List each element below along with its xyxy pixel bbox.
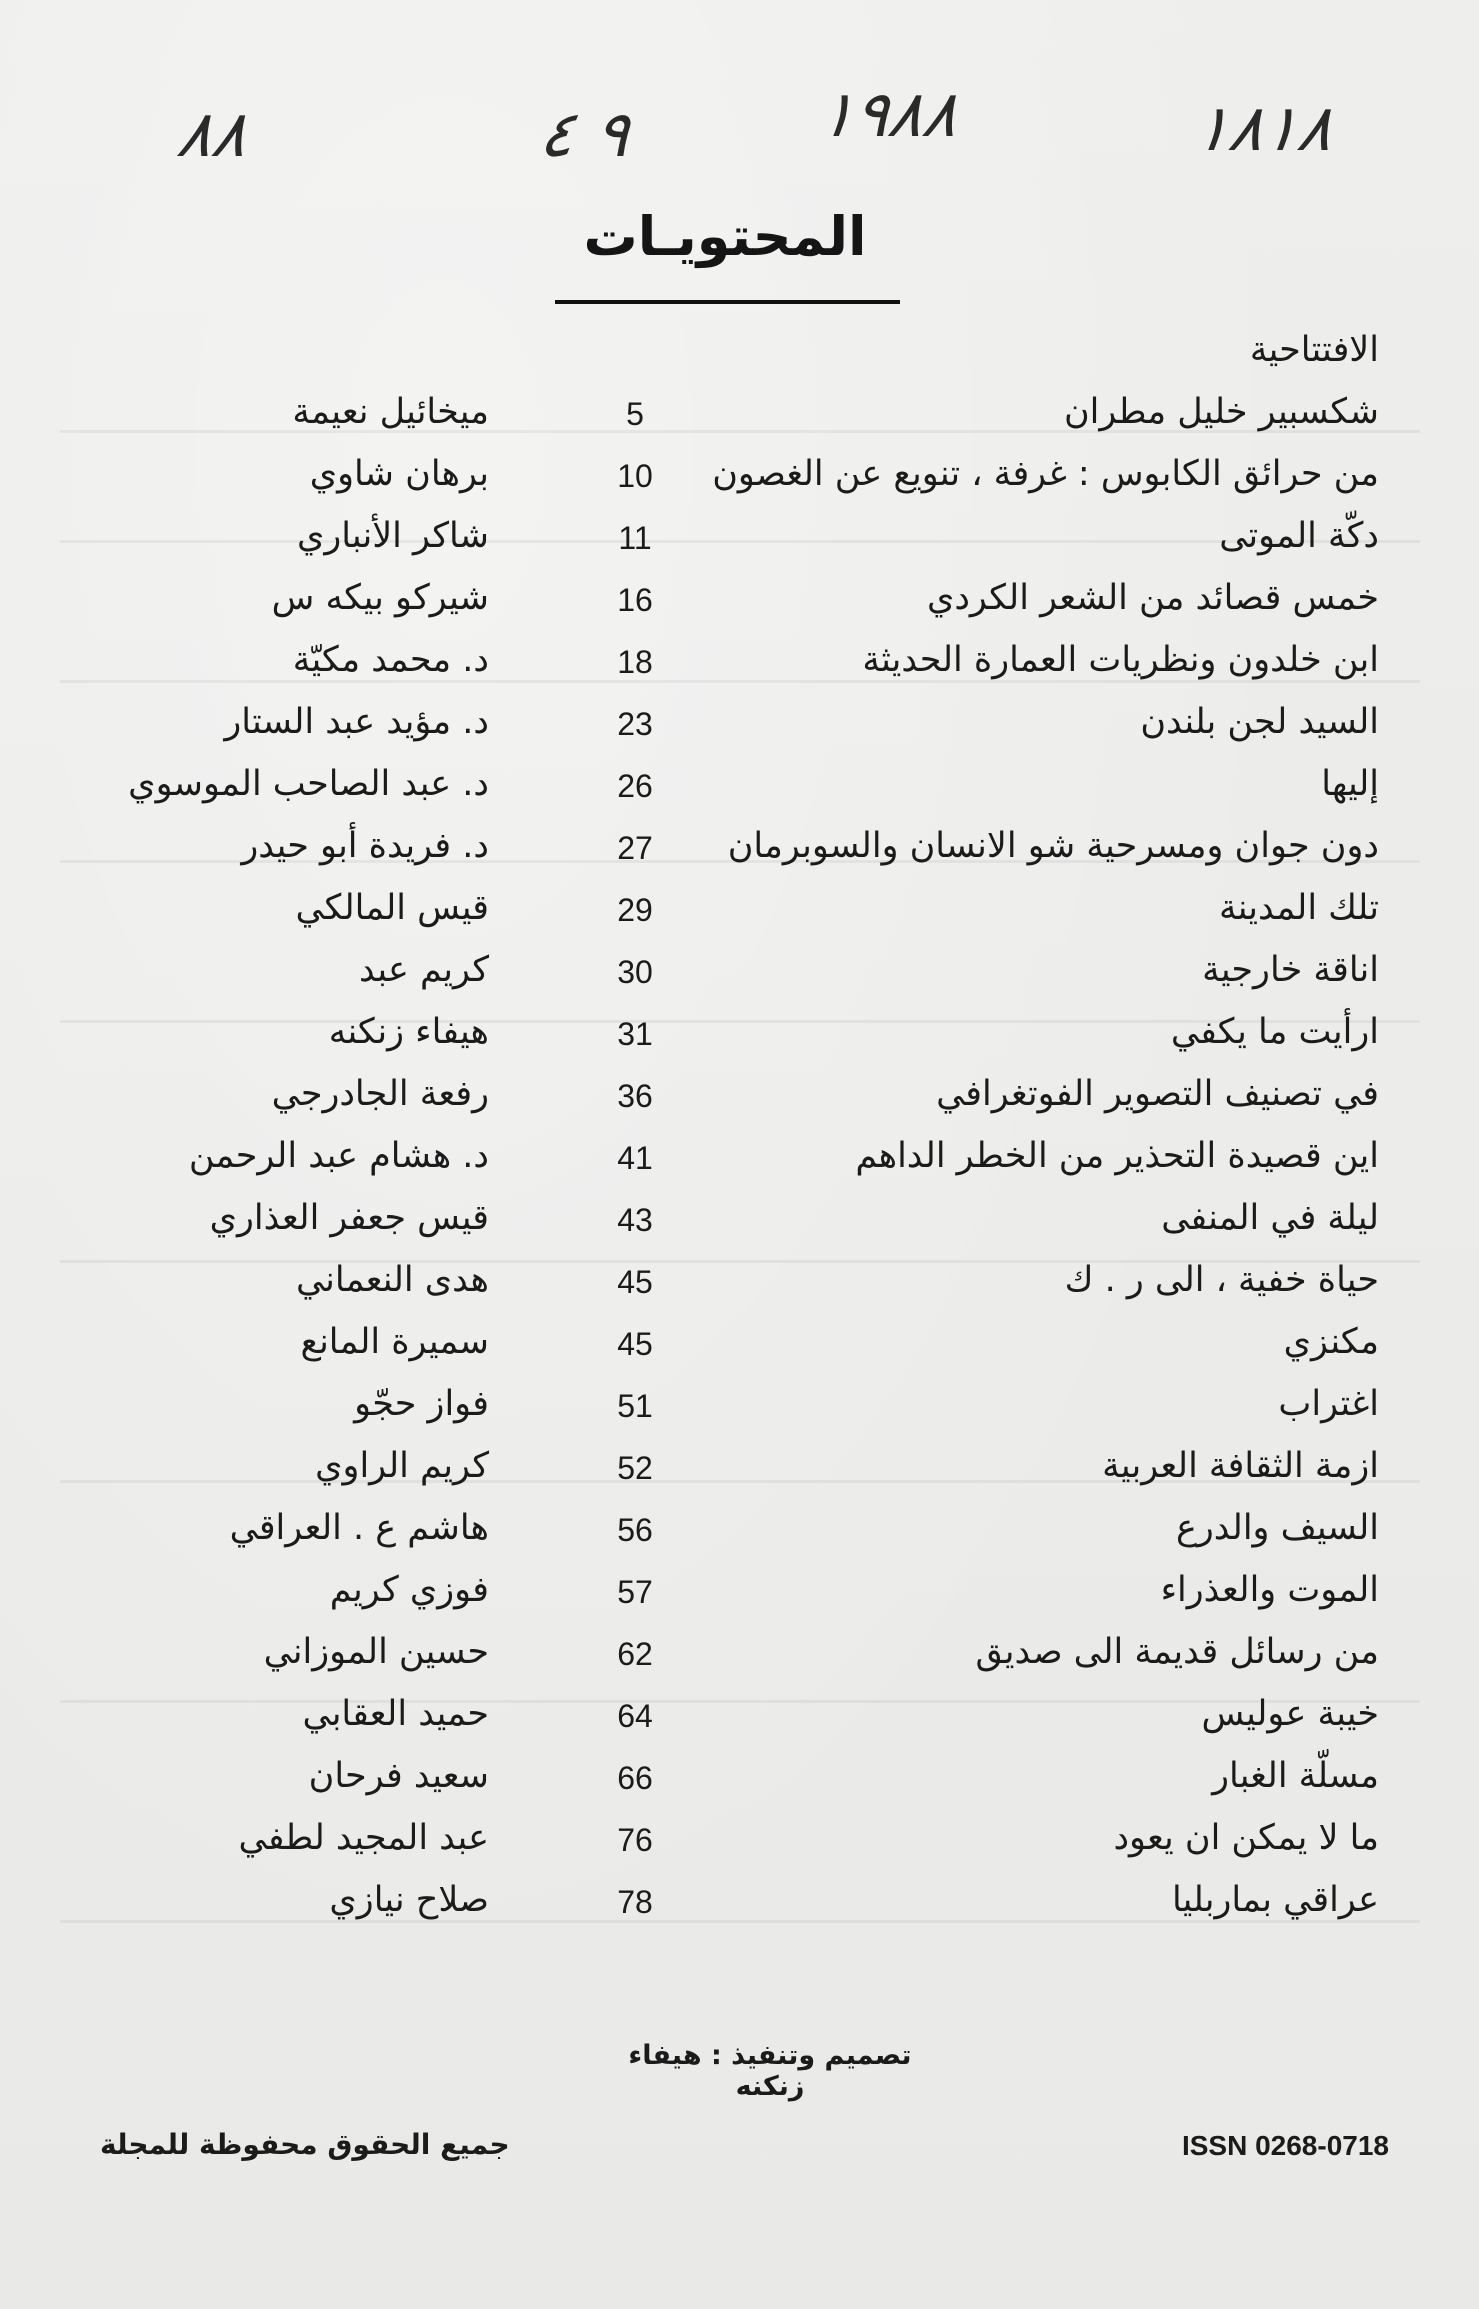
entry-page-number: 23 — [617, 706, 653, 742]
entry-author: د. فريدة أبو حيدر — [241, 826, 489, 866]
toc-entry — [0, 330, 1479, 390]
entry-author: شاكر الأنباري — [296, 516, 489, 556]
entry-author: د. هشام عبد الرحمن — [188, 1136, 489, 1176]
entry-author: برهان شاوي — [309, 454, 489, 494]
issn-number: ISSN 0268-0718 — [1181, 2130, 1389, 2161]
toc-entry — [0, 950, 1479, 1010]
toc-entry — [0, 1694, 1479, 1754]
entry-author: صلاح نيازي — [329, 1880, 489, 1920]
entry-page-number: 16 — [617, 582, 653, 618]
entry-author: د. عبد الصاحب الموسوي — [128, 764, 489, 804]
entry-author: شيركو بيكه س — [271, 578, 489, 618]
entry-author: هاشم ع . العراقي — [229, 1508, 489, 1548]
entry-page-number: 31 — [617, 1016, 653, 1052]
toc-entry — [0, 1756, 1479, 1816]
entry-page-number: 57 — [617, 1574, 653, 1610]
toc-entry — [0, 640, 1479, 700]
entry-page-number: 5 — [626, 396, 644, 432]
toc-entry — [0, 1508, 1479, 1568]
toc-entry — [0, 1260, 1479, 1320]
entry-title: ليلة في المنفى — [1161, 1198, 1379, 1238]
entry-title: دون جوان ومسرحية شو الانسان والسوبرمان — [727, 826, 1379, 866]
toc-entry — [0, 1012, 1479, 1072]
toc-entry — [0, 392, 1479, 452]
entry-author: هدى النعماني — [296, 1260, 489, 1300]
entry-title: اغتراب — [1278, 1384, 1379, 1424]
toc-entry — [0, 1818, 1479, 1878]
toc-entry — [0, 1570, 1479, 1630]
entry-title: اناقة خارجية — [1202, 950, 1379, 990]
handwritten-number: ٩ ٤ — [534, 98, 635, 172]
entry-title: الموت والعذراء — [1160, 1570, 1379, 1610]
entry-author: سميرة المانع — [300, 1322, 489, 1362]
entry-author: حسين الموزاني — [263, 1632, 489, 1672]
entry-title: مكنزي — [1283, 1322, 1379, 1362]
toc-entry — [0, 1074, 1479, 1134]
entry-title: السيد لجن بلندن — [1140, 702, 1379, 742]
page-title: المحتويـات — [583, 205, 867, 268]
toc-entry — [0, 764, 1479, 824]
entry-page-number: 76 — [617, 1822, 653, 1858]
rights-notice: جميع الحقوق محفوظة للمجلة — [100, 2128, 510, 2161]
handwritten-number: ١٨١٨ — [1189, 92, 1338, 166]
entry-author: فوزي كريم — [329, 1570, 489, 1610]
entry-title: دكّة الموتى — [1219, 516, 1379, 556]
entry-title: ما لا يمكن ان يعود — [1113, 1818, 1379, 1858]
handwritten-number: ٨٨ — [172, 98, 252, 172]
handwritten-year: ١٩٨٨ — [814, 78, 963, 152]
toc-entry — [0, 1880, 1479, 1940]
entry-author: هيفاء زنكنه — [328, 1012, 489, 1052]
entry-title: في تصنيف التصوير الفوتغرافي — [936, 1074, 1379, 1114]
entry-page-number: 43 — [617, 1202, 653, 1238]
toc-entry — [0, 1322, 1479, 1382]
entry-author: سعيد فرحان — [308, 1756, 489, 1796]
entry-page-number: 56 — [617, 1512, 653, 1548]
entry-title: ازمة الثقافة العربية — [1102, 1446, 1379, 1486]
toc-entry — [0, 888, 1479, 948]
entry-title: ابن خلدون ونظريات العمارة الحديثة — [862, 640, 1379, 680]
entry-author: قيس المالكي — [295, 888, 489, 928]
entry-title: اين قصيدة التحذير من الخطر الداهم — [855, 1136, 1379, 1176]
entry-page-number: 51 — [617, 1388, 653, 1424]
entry-page-number: 11 — [618, 520, 652, 556]
toc-entry — [0, 1632, 1479, 1692]
toc-entry — [0, 454, 1479, 514]
toc-entry — [0, 1198, 1479, 1258]
entry-title: مسلّة الغبار — [1212, 1756, 1379, 1796]
entry-page-number: 29 — [617, 892, 653, 928]
toc-entry — [0, 1384, 1479, 1444]
entry-page-number: 10 — [617, 458, 653, 494]
entry-page-number: 30 — [617, 954, 653, 990]
entry-title: شكسبير خليل مطران — [1063, 392, 1379, 432]
entry-page-number: 62 — [617, 1636, 653, 1672]
toc-entry — [0, 702, 1479, 762]
entry-title: حياة خفية ، الى ر . ك — [1064, 1260, 1379, 1300]
entry-page-number: 64 — [617, 1698, 653, 1734]
entry-title: خمس قصائد من الشعر الكردي — [926, 578, 1379, 618]
entry-page-number: 36 — [617, 1078, 653, 1114]
entry-author: حميد العقابي — [302, 1694, 489, 1734]
entry-title: الافتتاحية — [1249, 330, 1379, 370]
entry-page-number: 78 — [617, 1884, 653, 1920]
entry-page-number: 52 — [617, 1450, 653, 1486]
toc-entry — [0, 1446, 1479, 1506]
entry-title: إليها — [1321, 764, 1379, 804]
entry-page-number: 41 — [617, 1140, 653, 1176]
entry-page-number: 26 — [617, 768, 653, 804]
toc-entry — [0, 516, 1479, 576]
entry-author: قيس جعفر العذاري — [209, 1198, 489, 1238]
toc-entry — [0, 826, 1479, 886]
toc-entry — [0, 578, 1479, 638]
entry-title: عراقي بماربليا — [1171, 1880, 1379, 1920]
entry-author: كريم الراوي — [315, 1446, 489, 1486]
entry-title: السيف والدرع — [1176, 1508, 1379, 1548]
entry-author: عبد المجيد لطفي — [238, 1818, 489, 1858]
entry-page-number: 27 — [617, 830, 653, 866]
entry-author: فواز حجّو — [354, 1384, 489, 1424]
entry-page-number: 45 — [617, 1326, 653, 1362]
entry-author: رفعة الجادرجي — [271, 1074, 489, 1114]
entry-page-number: 45 — [617, 1264, 653, 1300]
entry-page-number: 66 — [617, 1760, 653, 1796]
design-credit: تصميم وتنفيذ : هيفاء زنكنه — [628, 2040, 912, 2102]
entry-title: من حرائق الكابوس : غرفة ، تنويع عن الغصون — [712, 454, 1379, 494]
entry-title: خيبة عوليس — [1201, 1694, 1379, 1734]
entry-page-number: 18 — [617, 644, 653, 680]
entry-title: ارأيت ما يكفي — [1170, 1012, 1379, 1052]
entry-title: من رسائل قديمة الى صديق — [975, 1632, 1379, 1672]
entry-author: د. مؤيد عبد الستار — [224, 702, 489, 742]
toc-entry — [0, 1136, 1479, 1196]
entry-author: د. محمد مكيّة — [292, 640, 489, 680]
title-underline — [555, 300, 900, 304]
entry-author: كريم عبد — [359, 950, 489, 990]
entry-author: ميخائيل نعيمة — [292, 392, 489, 432]
entry-title: تلك المدينة — [1218, 888, 1379, 928]
